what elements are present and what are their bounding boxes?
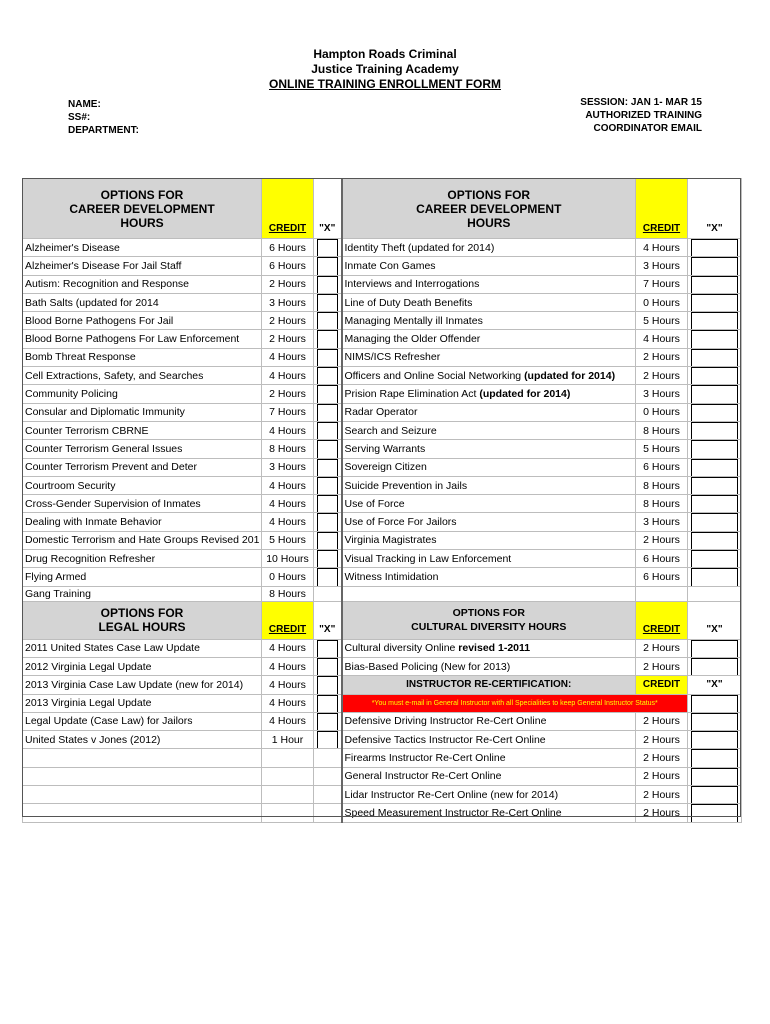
- course-hours: 2 Hours: [636, 531, 688, 549]
- lower-row: [23, 639, 742, 657]
- lower-row: [23, 804, 742, 822]
- selection-checkbox[interactable]: [691, 768, 738, 786]
- select-cell[interactable]: [688, 257, 742, 275]
- course-name: 2012 Virginia Legal Update: [23, 657, 262, 675]
- course-hours: 0 Hours: [262, 568, 314, 586]
- coordinator-label: COORDINATOR EMAIL: [593, 123, 702, 134]
- empty-cell: [262, 804, 314, 822]
- form-title-line1: Hampton Roads Criminal: [313, 47, 457, 61]
- selection-checkbox[interactable]: [691, 385, 738, 403]
- course-row: [23, 568, 742, 586]
- course-hours: 4 Hours: [262, 694, 314, 712]
- select-cell[interactable]: [688, 440, 742, 458]
- career-header-row: [23, 179, 742, 239]
- course-hours: 4 Hours: [636, 330, 688, 348]
- selection-checkbox[interactable]: [691, 276, 738, 294]
- department-label: DEPARTMENT:: [68, 125, 139, 136]
- course-name: Community Policing: [23, 385, 262, 403]
- credit-header: CREDIT: [636, 676, 688, 694]
- course-hours: 2 Hours: [636, 712, 688, 730]
- selection-checkbox[interactable]: [691, 367, 738, 385]
- empty-cell: [23, 767, 262, 785]
- selection-checkbox[interactable]: [317, 658, 338, 676]
- course-name: Bias-Based Policing (New for 2013): [342, 657, 636, 675]
- course-name: Cell Extractions, Safety, and Searches: [23, 367, 262, 385]
- course-hours: 4 Hours: [262, 657, 314, 675]
- selection-checkbox[interactable]: [317, 349, 338, 367]
- course-name: Autism: Recognition and Response: [23, 275, 262, 293]
- enrollment-table: [22, 178, 742, 823]
- select-cell[interactable]: [688, 293, 742, 311]
- lower-row: [23, 786, 742, 804]
- empty-cell: [23, 749, 262, 767]
- lower-row: [23, 749, 742, 767]
- selection-checkbox[interactable]: [317, 550, 338, 568]
- empty-cell: [314, 786, 342, 804]
- course-name: Radar Operator: [342, 403, 636, 421]
- course-hours: 2 Hours: [636, 767, 688, 785]
- course-hours: 3 Hours: [636, 385, 688, 403]
- selection-checkbox[interactable]: [317, 294, 338, 312]
- course-hours: 2 Hours: [636, 749, 688, 767]
- course-name: Drug Recognition Refresher: [23, 550, 262, 568]
- authorized-label: AUTHORIZED TRAINING: [585, 110, 702, 121]
- selection-checkbox[interactable]: [691, 804, 738, 822]
- instructor-title: INSTRUCTOR RE-CERTIFICATION:: [342, 676, 636, 694]
- legal-title: OPTIONS FOR LEGAL HOURS: [23, 601, 262, 639]
- cultural-title: OPTIONS FOR CULTURAL DIVERSITY HOURS: [342, 601, 636, 639]
- course-row: [23, 495, 742, 513]
- select-cell[interactable]: [688, 712, 742, 730]
- course-row: [23, 385, 742, 403]
- course-name: 2013 Virginia Legal Update: [23, 694, 262, 712]
- course-name: NIMS/ICS Refresher: [342, 348, 636, 366]
- course-name: Prision Rape Elimination Act (updated for 2014): [342, 385, 636, 403]
- select-cell[interactable]: [688, 348, 742, 366]
- course-name: Witness Intimidation: [342, 568, 636, 586]
- course-hours: 4 Hours: [262, 495, 314, 513]
- selection-checkbox[interactable]: [317, 513, 338, 531]
- select-cell[interactable]: [688, 476, 742, 494]
- select-cell[interactable]: [314, 239, 342, 257]
- select-cell[interactable]: [314, 731, 342, 749]
- selection-checkbox[interactable]: [691, 550, 738, 568]
- course-hours: 4 Hours: [262, 421, 314, 439]
- course-name: Flying Armed: [23, 568, 262, 586]
- lower-row: [23, 694, 742, 712]
- selection-checkbox[interactable]: [691, 422, 738, 440]
- course-name: Use of Force: [342, 495, 636, 513]
- course-hours: 4 Hours: [262, 367, 314, 385]
- course-name: Alzheimer's Disease: [23, 239, 262, 257]
- left-meta: [68, 98, 139, 137]
- select-cell[interactable]: [314, 568, 342, 586]
- course-name: Officers and Online Social Networking (updated for 2014): [342, 367, 636, 385]
- course-hours: 2 Hours: [636, 367, 688, 385]
- x-header: "X": [314, 179, 342, 239]
- course-hours: 10 Hours: [262, 550, 314, 568]
- course-name: 2011 United States Case Law Update: [23, 639, 262, 657]
- x-header: "X": [688, 676, 742, 694]
- select-cell[interactable]: [688, 385, 742, 403]
- course-name: Alzheimer's Disease For Jail Staff: [23, 257, 262, 275]
- course-row: [23, 257, 742, 275]
- selection-checkbox[interactable]: [317, 385, 338, 403]
- selection-checkbox[interactable]: [317, 477, 338, 495]
- select-cell[interactable]: [688, 421, 742, 439]
- select-cell[interactable]: [688, 495, 742, 513]
- select-cell[interactable]: [314, 440, 342, 458]
- select-cell[interactable]: [688, 367, 742, 385]
- course-hours: 3 Hours: [636, 513, 688, 531]
- course-name: Line of Duty Death Benefits: [342, 293, 636, 311]
- course-name: Counter Terrorism CBRNE: [23, 421, 262, 439]
- career-title-left: OPTIONS FOR CAREER DEVELOPMENT HOURS: [23, 179, 262, 239]
- recert-note: *You must e-mail in General Instructor with all Specialities to keep General Instructor Status*: [342, 694, 688, 712]
- select-cell[interactable]: [314, 513, 342, 531]
- selection-checkbox[interactable]: [691, 312, 738, 330]
- select-cell[interactable]: [688, 275, 742, 293]
- select-cell[interactable]: [314, 495, 342, 513]
- course-hours: 0 Hours: [636, 293, 688, 311]
- course-name: Identity Theft (updated for 2014): [342, 239, 636, 257]
- session-label: SESSION: JAN 1- MAR 15: [580, 97, 702, 108]
- x-header: "X": [314, 601, 342, 639]
- select-cell[interactable]: [314, 348, 342, 366]
- selection-checkbox[interactable]: [691, 440, 738, 458]
- select-cell[interactable]: [688, 749, 742, 767]
- course-row: [23, 586, 742, 601]
- selection-checkbox[interactable]: [317, 330, 338, 348]
- selection-checkbox[interactable]: [317, 276, 338, 294]
- course-hours: 6 Hours: [262, 257, 314, 275]
- selection-checkbox[interactable]: [691, 731, 738, 749]
- name-label: NAME:: [68, 99, 101, 110]
- course-name: Visual Tracking in Law Enforcement: [342, 550, 636, 568]
- course-hours: 4 Hours: [262, 513, 314, 531]
- course-name: Blood Borne Pathogens For Jail: [23, 312, 262, 330]
- course-name: Counter Terrorism General Issues: [23, 440, 262, 458]
- select-cell[interactable]: [314, 531, 342, 549]
- course-hours: 2 Hours: [262, 275, 314, 293]
- selection-checkbox[interactable]: [691, 713, 738, 731]
- selection-checkbox[interactable]: [317, 422, 338, 440]
- course-name: Bath Salts (updated for 2014: [23, 293, 262, 311]
- selection-checkbox[interactable]: [691, 658, 738, 676]
- empty-cell: [314, 804, 342, 822]
- course-name: Cultural diversity Online revised 1-2011: [342, 639, 636, 657]
- course-hours: 8 Hours: [636, 421, 688, 439]
- course-hours: 2 Hours: [262, 330, 314, 348]
- course-hours: 3 Hours: [262, 293, 314, 311]
- course-name: Bomb Threat Response: [23, 348, 262, 366]
- selection-checkbox[interactable]: [317, 568, 338, 586]
- selection-checkbox[interactable]: [691, 459, 738, 477]
- select-cell[interactable]: [314, 458, 342, 476]
- credit-header: CREDIT: [636, 179, 688, 239]
- select-cell[interactable]: [314, 476, 342, 494]
- course-row: [23, 239, 742, 257]
- select-cell[interactable]: [314, 712, 342, 730]
- course-row: [23, 275, 742, 293]
- selection-checkbox[interactable]: [691, 294, 738, 312]
- course-row: [23, 421, 742, 439]
- course-hours: 5 Hours: [262, 531, 314, 549]
- select-cell[interactable]: [314, 639, 342, 657]
- empty-cell: [688, 586, 742, 601]
- x-header: "X": [688, 179, 742, 239]
- form-title-line2: Justice Training Academy: [311, 62, 459, 76]
- selection-checkbox[interactable]: [691, 513, 738, 531]
- ss-label: SS#:: [68, 112, 91, 123]
- select-cell[interactable]: [314, 275, 342, 293]
- course-hours: 7 Hours: [262, 403, 314, 421]
- select-cell[interactable]: [688, 657, 742, 675]
- selection-checkbox[interactable]: [691, 749, 738, 767]
- empty-cell: [314, 586, 342, 601]
- select-cell[interactable]: [314, 403, 342, 421]
- course-row: [23, 367, 742, 385]
- selection-checkbox[interactable]: [691, 568, 738, 586]
- credit-header: CREDIT: [262, 179, 314, 239]
- course-name: General Instructor Re-Cert Online: [342, 767, 636, 785]
- course-hours: 7 Hours: [636, 275, 688, 293]
- course-hours: 6 Hours: [636, 458, 688, 476]
- course-hours: 4 Hours: [262, 348, 314, 366]
- select-cell[interactable]: [314, 657, 342, 675]
- course-hours: 8 Hours: [262, 440, 314, 458]
- course-name: Virginia Magistrates: [342, 531, 636, 549]
- selection-checkbox[interactable]: [691, 330, 738, 348]
- select-cell[interactable]: [688, 312, 742, 330]
- course-name: Defensive Tactics Instructor Re-Cert Online: [342, 731, 636, 749]
- course-row: [23, 458, 742, 476]
- course-name: Speed Measurement Instructor Re-Cert Online: [342, 804, 636, 822]
- course-name: United States v Jones (2012): [23, 731, 262, 749]
- course-name: Legal Update (Case Law) for Jailors: [23, 712, 262, 730]
- selection-checkbox[interactable]: [317, 640, 338, 658]
- selection-checkbox[interactable]: [317, 731, 338, 749]
- selection-checkbox[interactable]: [691, 495, 738, 513]
- select-cell[interactable]: [688, 639, 742, 657]
- selection-checkbox[interactable]: [691, 532, 738, 550]
- course-hours: 1 Hour: [262, 731, 314, 749]
- selection-checkbox[interactable]: [691, 257, 738, 275]
- select-cell[interactable]: [688, 568, 742, 586]
- course-name: Domestic Terrorism and Hate Groups Revised 201: [23, 531, 262, 549]
- course-hours: 4 Hours: [262, 639, 314, 657]
- empty-cell: [23, 786, 262, 804]
- selection-checkbox[interactable]: [691, 349, 738, 367]
- select-cell[interactable]: [688, 731, 742, 749]
- course-name: Defensive Driving Instructor Re-Cert Online: [342, 712, 636, 730]
- select-cell[interactable]: [688, 239, 742, 257]
- select-cell[interactable]: [314, 694, 342, 712]
- course-name: Interviews and Interrogations: [342, 275, 636, 293]
- course-name: Suicide Prevention in Jails: [342, 476, 636, 494]
- selection-checkbox[interactable]: [691, 695, 738, 713]
- empty-cell: [262, 767, 314, 785]
- select-cell[interactable]: [314, 367, 342, 385]
- select-cell[interactable]: [688, 330, 742, 348]
- selection-checkbox[interactable]: [317, 676, 338, 694]
- selection-checkbox[interactable]: [691, 477, 738, 495]
- course-hours: 4 Hours: [262, 676, 314, 694]
- course-name: Blood Borne Pathogens For Law Enforcement: [23, 330, 262, 348]
- course-row: [23, 531, 742, 549]
- course-hours: 2 Hours: [636, 657, 688, 675]
- course-hours: 8 Hours: [262, 586, 314, 601]
- select-cell[interactable]: [688, 694, 742, 712]
- select-cell[interactable]: [688, 786, 742, 804]
- selection-checkbox[interactable]: [317, 239, 338, 257]
- course-hours: 6 Hours: [262, 239, 314, 257]
- selection-checkbox[interactable]: [691, 404, 738, 422]
- course-hours: 2 Hours: [636, 348, 688, 366]
- course-name: 2013 Virginia Case Law Update (new for 2014): [23, 676, 262, 694]
- course-name: Managing the Older Offender: [342, 330, 636, 348]
- course-row: [23, 440, 742, 458]
- select-cell[interactable]: [688, 550, 742, 568]
- select-cell[interactable]: [688, 458, 742, 476]
- course-row: [23, 403, 742, 421]
- lower-row: [23, 657, 742, 675]
- course-name: Gang Training: [23, 586, 262, 601]
- course-hours: 0 Hours: [636, 403, 688, 421]
- course-name: Cross-Gender Supervision of Inmates: [23, 495, 262, 513]
- selection-checkbox[interactable]: [317, 312, 338, 330]
- select-cell[interactable]: [314, 550, 342, 568]
- empty-cell: [262, 786, 314, 804]
- course-hours: 3 Hours: [636, 257, 688, 275]
- selection-checkbox[interactable]: [317, 713, 338, 731]
- lower-row: [23, 676, 742, 694]
- empty-cell: [342, 586, 636, 601]
- selection-checkbox[interactable]: [317, 404, 338, 422]
- course-hours: 2 Hours: [262, 385, 314, 403]
- course-name: Search and Seizure: [342, 421, 636, 439]
- lower-row: [23, 712, 742, 730]
- legal-header-row: [23, 601, 742, 639]
- form-title-line3: ONLINE TRAINING ENROLLMENT FORM: [269, 77, 501, 91]
- course-name: Firearms Instructor Re-Cert Online: [342, 749, 636, 767]
- course-row: [23, 550, 742, 568]
- course-row: [23, 348, 742, 366]
- course-hours: 2 Hours: [262, 312, 314, 330]
- select-cell[interactable]: [314, 421, 342, 439]
- course-name: Serving Warrants: [342, 440, 636, 458]
- selection-checkbox[interactable]: [317, 532, 338, 550]
- selection-checkbox[interactable]: [317, 459, 338, 477]
- course-hours: 6 Hours: [636, 550, 688, 568]
- selection-checkbox[interactable]: [691, 786, 738, 804]
- select-cell[interactable]: [314, 330, 342, 348]
- course-hours: 4 Hours: [262, 712, 314, 730]
- credit-header: CREDIT: [262, 601, 314, 639]
- course-row: [23, 293, 742, 311]
- course-hours: 2 Hours: [636, 639, 688, 657]
- selection-checkbox[interactable]: [317, 257, 338, 275]
- course-row: [23, 330, 742, 348]
- course-name: Lidar Instructor Re-Cert Online (new for 2014): [342, 786, 636, 804]
- selection-checkbox[interactable]: [317, 495, 338, 513]
- select-cell[interactable]: [314, 312, 342, 330]
- select-cell[interactable]: [688, 767, 742, 785]
- selection-checkbox[interactable]: [317, 695, 338, 713]
- empty-cell: [636, 586, 688, 601]
- empty-cell: [262, 749, 314, 767]
- right-meta: [580, 96, 702, 135]
- select-cell[interactable]: [314, 257, 342, 275]
- course-row: [23, 476, 742, 494]
- course-name: Inmate Con Games: [342, 257, 636, 275]
- career-title-right: OPTIONS FOR CAREER DEVELOPMENT HOURS: [342, 179, 636, 239]
- course-name: Managing Mentally ill Inmates: [342, 312, 636, 330]
- selection-checkbox[interactable]: [317, 440, 338, 458]
- lower-row: [23, 767, 742, 785]
- credit-header: CREDIT: [636, 601, 688, 639]
- course-name: Sovereign Citizen: [342, 458, 636, 476]
- select-cell[interactable]: [314, 293, 342, 311]
- select-cell[interactable]: [688, 513, 742, 531]
- select-cell[interactable]: [314, 676, 342, 694]
- select-cell[interactable]: [688, 531, 742, 549]
- empty-cell: [23, 804, 262, 822]
- course-name: Dealing with Inmate Behavior: [23, 513, 262, 531]
- course-row: [23, 312, 742, 330]
- course-hours: 8 Hours: [636, 476, 688, 494]
- course-hours: 2 Hours: [636, 804, 688, 822]
- course-row: [23, 513, 742, 531]
- empty-cell: [314, 767, 342, 785]
- select-cell[interactable]: [688, 403, 742, 421]
- course-name: Counter Terrorism Prevent and Deter: [23, 458, 262, 476]
- course-name: Consular and Diplomatic Immunity: [23, 403, 262, 421]
- course-hours: 6 Hours: [636, 568, 688, 586]
- course-hours: 5 Hours: [636, 440, 688, 458]
- course-name: Courtroom Security: [23, 476, 262, 494]
- select-cell[interactable]: [314, 385, 342, 403]
- selection-checkbox[interactable]: [317, 367, 338, 385]
- lower-row: [23, 731, 742, 749]
- course-name: Use of Force For Jailors: [342, 513, 636, 531]
- empty-cell: [314, 749, 342, 767]
- course-hours: 2 Hours: [636, 786, 688, 804]
- x-header: "X": [688, 601, 742, 639]
- course-hours: 5 Hours: [636, 312, 688, 330]
- course-hours: 4 Hours: [636, 239, 688, 257]
- selection-checkbox[interactable]: [691, 239, 738, 257]
- course-hours: 3 Hours: [262, 458, 314, 476]
- course-hours: 8 Hours: [636, 495, 688, 513]
- selection-checkbox[interactable]: [691, 640, 738, 658]
- course-hours: 2 Hours: [636, 731, 688, 749]
- select-cell[interactable]: [688, 804, 742, 822]
- course-hours: 4 Hours: [262, 476, 314, 494]
